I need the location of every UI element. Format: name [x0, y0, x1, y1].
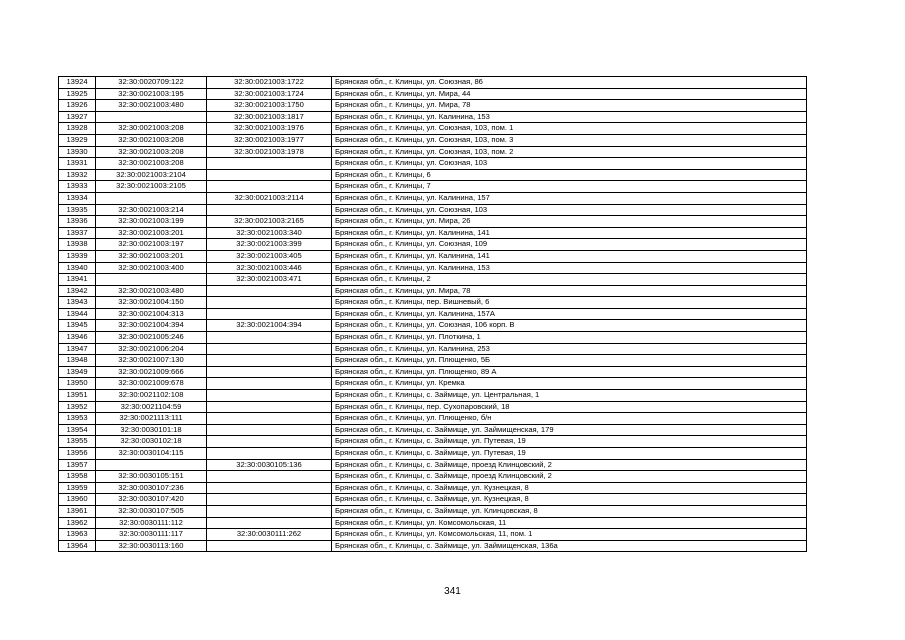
address-cell: Брянская обл., г. Клинцы, ул. Союзная, 103, пом. 3	[332, 134, 807, 146]
cadastral-number-cell: 32:30:0021006:204	[96, 343, 207, 355]
cadastral-number-cell: 32:30:0030111:117	[96, 529, 207, 541]
table-row	[59, 262, 807, 274]
cadastral-number-cell: 32:30:0030107:505	[96, 505, 207, 517]
cadastral-number-cell: 32:30:0030104:115	[96, 448, 207, 460]
register-table-body	[59, 77, 807, 552]
row-number-cell: 13957	[59, 459, 96, 471]
row-number-cell: 13928	[59, 123, 96, 135]
row-number-cell: 13939	[59, 250, 96, 262]
cadastral-number-2-cell: 32:30:0021003:399	[207, 239, 332, 251]
row-number-cell: 13964	[59, 540, 96, 552]
table-row	[59, 88, 807, 100]
cadastral-number-cell: 32:30:0021004:150	[96, 297, 207, 309]
row-number-cell: 13958	[59, 471, 96, 483]
cadastral-number-2-cell: 32:30:0030105:136	[207, 459, 332, 471]
table-row	[59, 192, 807, 204]
cadastral-number-2-cell	[207, 540, 332, 552]
cadastral-number-2-cell	[207, 494, 332, 506]
cadastral-number-2-cell	[207, 413, 332, 425]
row-number-cell: 13926	[59, 100, 96, 112]
address-cell: Брянская обл., г. Клинцы, ул. Союзная, 103, пом. 1	[332, 123, 807, 135]
row-number-cell: 13932	[59, 169, 96, 181]
address-cell: Брянская обл., г. Клинцы, ул. Союзная, 103	[332, 204, 807, 216]
cadastral-number-2-cell	[207, 169, 332, 181]
row-number-cell: 13940	[59, 262, 96, 274]
table-row	[59, 505, 807, 517]
address-cell: Брянская обл., г. Клинцы, ул. Плющенко, б/н	[332, 413, 807, 425]
cadastral-number-cell: 32:30:0021003:208	[96, 134, 207, 146]
row-number-cell: 13953	[59, 413, 96, 425]
table-row	[59, 355, 807, 367]
register-table	[58, 76, 807, 552]
cadastral-number-2-cell: 32:30:0021003:405	[207, 250, 332, 262]
cadastral-number-cell: 32:30:0021003:195	[96, 88, 207, 100]
cadastral-number-cell: 32:30:0021009:678	[96, 378, 207, 390]
cadastral-number-cell: 32:30:0021003:208	[96, 158, 207, 170]
cadastral-number-cell: 32:30:0021102:108	[96, 390, 207, 402]
row-number-cell: 13948	[59, 355, 96, 367]
cadastral-number-cell: 32:30:0030107:420	[96, 494, 207, 506]
cadastral-number-2-cell: 32:30:0030111:262	[207, 529, 332, 541]
cadastral-number-2-cell	[207, 482, 332, 494]
cadastral-number-2-cell	[207, 424, 332, 436]
cadastral-number-cell: 32:30:0021004:313	[96, 308, 207, 320]
cadastral-number-cell: 32:30:0021104:59	[96, 401, 207, 413]
row-number-cell: 13924	[59, 77, 96, 89]
cadastral-number-cell: 32:30:0021113:111	[96, 413, 207, 425]
cadastral-number-cell: 32:30:0030101:18	[96, 424, 207, 436]
cadastral-number-cell: 32:30:0021003:400	[96, 262, 207, 274]
address-cell: Брянская обл., г. Клинцы, ул. Союзная, 103	[332, 158, 807, 170]
cadastral-number-cell: 32:30:0021003:480	[96, 100, 207, 112]
row-number-cell: 13946	[59, 332, 96, 344]
cadastral-number-cell: 32:30:0021005:246	[96, 332, 207, 344]
cadastral-number-cell: 32:30:0021009:666	[96, 366, 207, 378]
table-row	[59, 146, 807, 158]
cadastral-number-cell: 32:30:0030113:160	[96, 540, 207, 552]
address-cell: Брянская обл., г. Клинцы, с. Займище, ул. Кузнецкая, 8	[332, 482, 807, 494]
cadastral-number-cell: 32:30:0021003:214	[96, 204, 207, 216]
table-row	[59, 123, 807, 135]
table-row	[59, 297, 807, 309]
table-row	[59, 285, 807, 297]
cadastral-number-cell	[96, 274, 207, 286]
cadastral-number-cell: 32:30:0030102:18	[96, 436, 207, 448]
address-cell: Брянская обл., г. Клинцы, 2	[332, 274, 807, 286]
cadastral-number-2-cell: 32:30:0021003:1976	[207, 123, 332, 135]
address-cell: Брянская обл., г. Клинцы, ул. Калинина, 157А	[332, 308, 807, 320]
cadastral-number-2-cell: 32:30:0021003:471	[207, 274, 332, 286]
table-row	[59, 343, 807, 355]
table-row	[59, 459, 807, 471]
cadastral-number-2-cell	[207, 204, 332, 216]
address-cell: Брянская обл., г. Клинцы, ул. Кремка	[332, 378, 807, 390]
cadastral-number-cell: 32:30:0020709:122	[96, 77, 207, 89]
table-row	[59, 436, 807, 448]
cadastral-number-2-cell	[207, 332, 332, 344]
row-number-cell: 13938	[59, 239, 96, 251]
address-cell: Брянская обл., г. Клинцы, пер. Сухопаровский, 18	[332, 401, 807, 413]
row-number-cell: 13942	[59, 285, 96, 297]
address-cell: Брянская обл., г. Клинцы, ул. Калинина, 141	[332, 227, 807, 239]
table-row	[59, 401, 807, 413]
address-cell: Брянская обл., г. Клинцы, пер. Вишневый, 6	[332, 297, 807, 309]
cadastral-number-2-cell	[207, 308, 332, 320]
cadastral-number-2-cell: 32:30:0021003:446	[207, 262, 332, 274]
cadastral-number-2-cell	[207, 355, 332, 367]
row-number-cell: 13931	[59, 158, 96, 170]
table-row	[59, 77, 807, 89]
table-row	[59, 216, 807, 228]
table-row	[59, 181, 807, 193]
table-row	[59, 413, 807, 425]
address-cell: Брянская обл., г. Клинцы, ул. Калинина, 141	[332, 250, 807, 262]
address-cell: Брянская обл., г. Клинцы, ул. Калинина, 157	[332, 192, 807, 204]
cadastral-number-2-cell	[207, 401, 332, 413]
address-cell: Брянская обл., г. Клинцы, ул. Мира, 44	[332, 88, 807, 100]
cadastral-number-cell	[96, 192, 207, 204]
table-row	[59, 424, 807, 436]
table-row	[59, 239, 807, 251]
cadastral-number-2-cell	[207, 181, 332, 193]
cadastral-number-cell: 32:30:0021003:208	[96, 123, 207, 135]
table-row	[59, 390, 807, 402]
cadastral-number-cell: 32:30:0021003:197	[96, 239, 207, 251]
address-cell: Брянская обл., г. Клинцы, с. Займище, ул. Кузнецкая, 8	[332, 494, 807, 506]
row-number-cell: 13930	[59, 146, 96, 158]
cadastral-number-2-cell	[207, 285, 332, 297]
address-cell: Брянская обл., г. Клинцы, с. Займище, ул. Клинцовская, 8	[332, 505, 807, 517]
row-number-cell: 13956	[59, 448, 96, 460]
cadastral-number-cell: 32:30:0021003:199	[96, 216, 207, 228]
address-cell: Брянская обл., г. Клинцы, с. Займище, ул. Центральная, 1	[332, 390, 807, 402]
table-row	[59, 204, 807, 216]
row-number-cell: 13937	[59, 227, 96, 239]
table-row	[59, 100, 807, 112]
address-cell: Брянская обл., г. Клинцы, ул. Союзная, 103, пом. 2	[332, 146, 807, 158]
cadastral-number-cell: 32:30:0021003:2104	[96, 169, 207, 181]
row-number-cell: 13951	[59, 390, 96, 402]
cadastral-number-cell	[96, 111, 207, 123]
address-cell: Брянская обл., г. Клинцы, ул. Комсомольская, 11, пом. 1	[332, 529, 807, 541]
table-row	[59, 366, 807, 378]
row-number-cell: 13935	[59, 204, 96, 216]
cadastral-number-cell: 32:30:0021004:394	[96, 320, 207, 332]
address-cell: Брянская обл., г. Клинцы, ул. Плоткина, 1	[332, 332, 807, 344]
address-cell: Брянская обл., г. Клинцы, ул. Комсомольская, 11	[332, 517, 807, 529]
cadastral-number-2-cell	[207, 158, 332, 170]
cadastral-number-2-cell	[207, 471, 332, 483]
table-row	[59, 471, 807, 483]
row-number-cell: 13963	[59, 529, 96, 541]
cadastral-number-2-cell	[207, 517, 332, 529]
row-number-cell: 13961	[59, 505, 96, 517]
table-row	[59, 529, 807, 541]
cadastral-number-2-cell: 32:30:0021003:2165	[207, 216, 332, 228]
cadastral-number-2-cell: 32:30:0021003:1722	[207, 77, 332, 89]
address-cell: Брянская обл., г. Клинцы, ул. Калинина, 153	[332, 262, 807, 274]
address-cell: Брянская обл., г. Клинцы, ул. Мира, 78	[332, 100, 807, 112]
table-row	[59, 169, 807, 181]
cadastral-number-2-cell	[207, 343, 332, 355]
table-row	[59, 111, 807, 123]
cadastral-number-2-cell: 32:30:0021003:340	[207, 227, 332, 239]
table-row	[59, 250, 807, 262]
table-row	[59, 378, 807, 390]
cadastral-number-2-cell	[207, 448, 332, 460]
page-number: 341	[444, 586, 461, 597]
address-cell: Брянская обл., г. Клинцы, ул. Плющенко, 5Б	[332, 355, 807, 367]
cadastral-number-2-cell	[207, 390, 332, 402]
cadastral-number-2-cell	[207, 378, 332, 390]
address-cell: Брянская обл., г. Клинцы, с. Займище, ул. Займищенская, 136а	[332, 540, 807, 552]
address-cell: Брянская обл., г. Клинцы, ул. Плющенко, 89 А	[332, 366, 807, 378]
row-number-cell: 13925	[59, 88, 96, 100]
cadastral-number-2-cell: 32:30:0021003:1977	[207, 134, 332, 146]
address-cell: Брянская обл., г. Клинцы, 6	[332, 169, 807, 181]
cadastral-number-2-cell: 32:30:0021003:1724	[207, 88, 332, 100]
address-cell: Брянская обл., г. Клинцы, с. Займище, ул. Займищенская, 179	[332, 424, 807, 436]
table-row	[59, 332, 807, 344]
cadastral-number-2-cell	[207, 297, 332, 309]
table-row	[59, 308, 807, 320]
cadastral-number-cell	[96, 459, 207, 471]
table-row	[59, 227, 807, 239]
cadastral-number-2-cell: 32:30:0021003:1817	[207, 111, 332, 123]
address-cell: Брянская обл., г. Клинцы, с. Займище, проезд Клинцовский, 2	[332, 459, 807, 471]
cadastral-number-cell: 32:30:0021007:130	[96, 355, 207, 367]
row-number-cell: 13947	[59, 343, 96, 355]
cadastral-number-cell: 32:30:0021003:201	[96, 250, 207, 262]
row-number-cell: 13960	[59, 494, 96, 506]
cadastral-number-2-cell: 32:30:0021003:1978	[207, 146, 332, 158]
address-cell: Брянская обл., г. Клинцы, с. Займище, ул. Путевая, 19	[332, 436, 807, 448]
cadastral-number-2-cell	[207, 366, 332, 378]
address-cell: Брянская обл., г. Клинцы, ул. Союзная, 109	[332, 239, 807, 251]
address-cell: Брянская обл., г. Клинцы, ул. Союзная, 106 корп. В	[332, 320, 807, 332]
row-number-cell: 13941	[59, 274, 96, 286]
cadastral-number-cell: 32:30:0021003:480	[96, 285, 207, 297]
address-cell: Брянская обл., г. Клинцы, 7	[332, 181, 807, 193]
cadastral-number-cell: 32:30:0021003:208	[96, 146, 207, 158]
address-cell: Брянская обл., г. Клинцы, с. Займище, ул. Путевая, 19	[332, 448, 807, 460]
address-cell: Брянская обл., г. Клинцы, ул. Мира, 78	[332, 285, 807, 297]
table-row	[59, 134, 807, 146]
row-number-cell: 13955	[59, 436, 96, 448]
cadastral-number-2-cell: 32:30:0021003:1750	[207, 100, 332, 112]
cadastral-number-cell: 32:30:0030111:112	[96, 517, 207, 529]
row-number-cell: 13950	[59, 378, 96, 390]
row-number-cell: 13954	[59, 424, 96, 436]
table-row	[59, 494, 807, 506]
address-cell: Брянская обл., г. Клинцы, ул. Калинина, 253	[332, 343, 807, 355]
row-number-cell: 13934	[59, 192, 96, 204]
row-number-cell: 13962	[59, 517, 96, 529]
table-row	[59, 448, 807, 460]
table-row	[59, 320, 807, 332]
cadastral-number-cell: 32:30:0030105:151	[96, 471, 207, 483]
address-cell: Брянская обл., г. Клинцы, ул. Мира, 26	[332, 216, 807, 228]
row-number-cell: 13959	[59, 482, 96, 494]
row-number-cell: 13927	[59, 111, 96, 123]
row-number-cell: 13929	[59, 134, 96, 146]
cadastral-number-2-cell	[207, 505, 332, 517]
cadastral-number-2-cell: 32:30:0021004:394	[207, 320, 332, 332]
cadastral-number-cell: 32:30:0021003:2105	[96, 181, 207, 193]
address-cell: Брянская обл., г. Клинцы, ул. Союзная, 86	[332, 77, 807, 89]
table-row	[59, 274, 807, 286]
table-row	[59, 517, 807, 529]
cadastral-number-cell: 32:30:0021003:201	[96, 227, 207, 239]
table-row	[59, 158, 807, 170]
row-number-cell: 13944	[59, 308, 96, 320]
cadastral-number-2-cell: 32:30:0021003:2114	[207, 192, 332, 204]
row-number-cell: 13945	[59, 320, 96, 332]
cadastral-number-2-cell	[207, 436, 332, 448]
row-number-cell: 13936	[59, 216, 96, 228]
row-number-cell: 13952	[59, 401, 96, 413]
table-row	[59, 482, 807, 494]
row-number-cell: 13943	[59, 297, 96, 309]
table-row	[59, 540, 807, 552]
address-cell: Брянская обл., г. Клинцы, ул. Калинина, 153	[332, 111, 807, 123]
address-cell: Брянская обл., г. Клинцы, с. Займище, проезд Клинцовский, 2	[332, 471, 807, 483]
row-number-cell: 13933	[59, 181, 96, 193]
cadastral-number-cell: 32:30:0030107:236	[96, 482, 207, 494]
row-number-cell: 13949	[59, 366, 96, 378]
